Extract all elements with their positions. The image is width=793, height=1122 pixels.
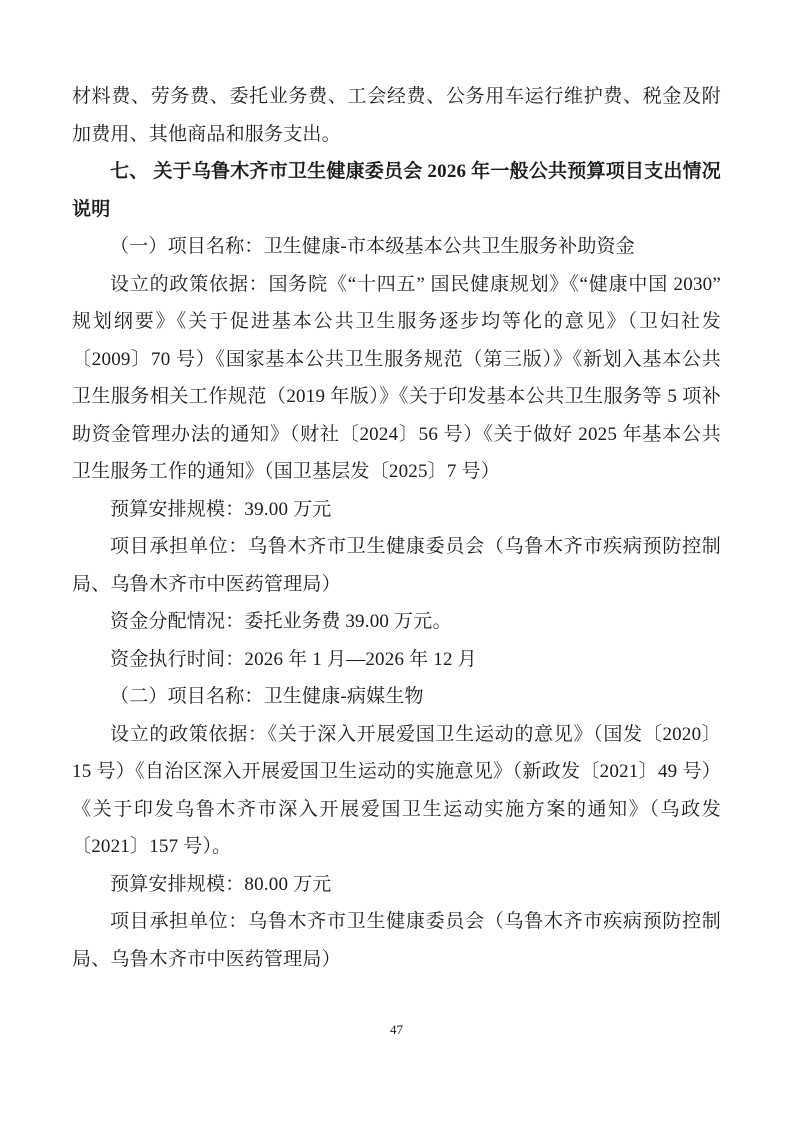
project-1-budget-scale: 预算安排规模：39.00 万元 bbox=[110, 498, 332, 520]
project-2-name: （二）项目名称：卫生健康-病媒生物 bbox=[110, 686, 424, 707]
section-7-heading: 七、 关于乌鲁木齐市卫生健康委员会 2026 年一般公共预算项目支出情况说明 bbox=[72, 161, 721, 220]
paragraph-expense-items-continued: 材料费、劳务费、委托业务费、工会经费、公务用车运行维护费、税金及附加费用、其他商品和服务支出。 bbox=[72, 86, 721, 145]
project-2-budget-scale: 预算安排规模：80.00 万元 bbox=[110, 873, 332, 895]
project-2-policy-basis: 设立的政策依据：《关于深入开展爱国卫生运动的意见》（国发〔2020〕15 号）《自治区深入开展爱国卫生运动的实施意见》（新政发〔2021〕49 号）《关于印发乌鲁木齐市深入开展爱国卫生运动实施方案的通知》（乌政发〔2021〕157 号）。 bbox=[72, 723, 721, 857]
project-1-name: （一）项目名称：卫生健康-市本级基本公共卫生服务补助资金 bbox=[110, 236, 635, 257]
project-2-undertaker: 项目承担单位：乌鲁木齐市卫生健康委员会（乌鲁木齐市疾病预防控制局、乌鲁木齐市中医药管理局） bbox=[72, 911, 721, 970]
page-number: 47 bbox=[390, 1022, 403, 1037]
project-1-policy-basis: 设立的政策依据：国务院《“十四五” 国民健康规划》《“健康中国 2030”规划纲要》《关于促进基本公共卫生服务逐步均等化的意见》（卫妇社发〔2009〕70 号）《国家基本公共卫生服务规范（第三版）》《新划入基本公共卫生服务相关工作规范（2019 年版）》《关于印发基本公共卫生服务等 5 项补助资金管理办法的通知》（财社〔2024〕56 号）《关于做好 2025 年基本公共卫生服务工作的通知》（国卫基层发〔2025〕7 号） bbox=[72, 273, 721, 482]
project-1-fund-allocation: 资金分配情况：委托业务费 39.00 万元。 bbox=[110, 611, 452, 632]
project-1-execution-time: 资金执行时间：2026 年 1 月—2026 年 12 月 bbox=[110, 648, 477, 670]
project-1-undertaker: 项目承担单位：乌鲁木齐市卫生健康委员会（乌鲁木齐市疾病预防控制局、乌鲁木齐市中医药管理局） bbox=[72, 536, 721, 595]
